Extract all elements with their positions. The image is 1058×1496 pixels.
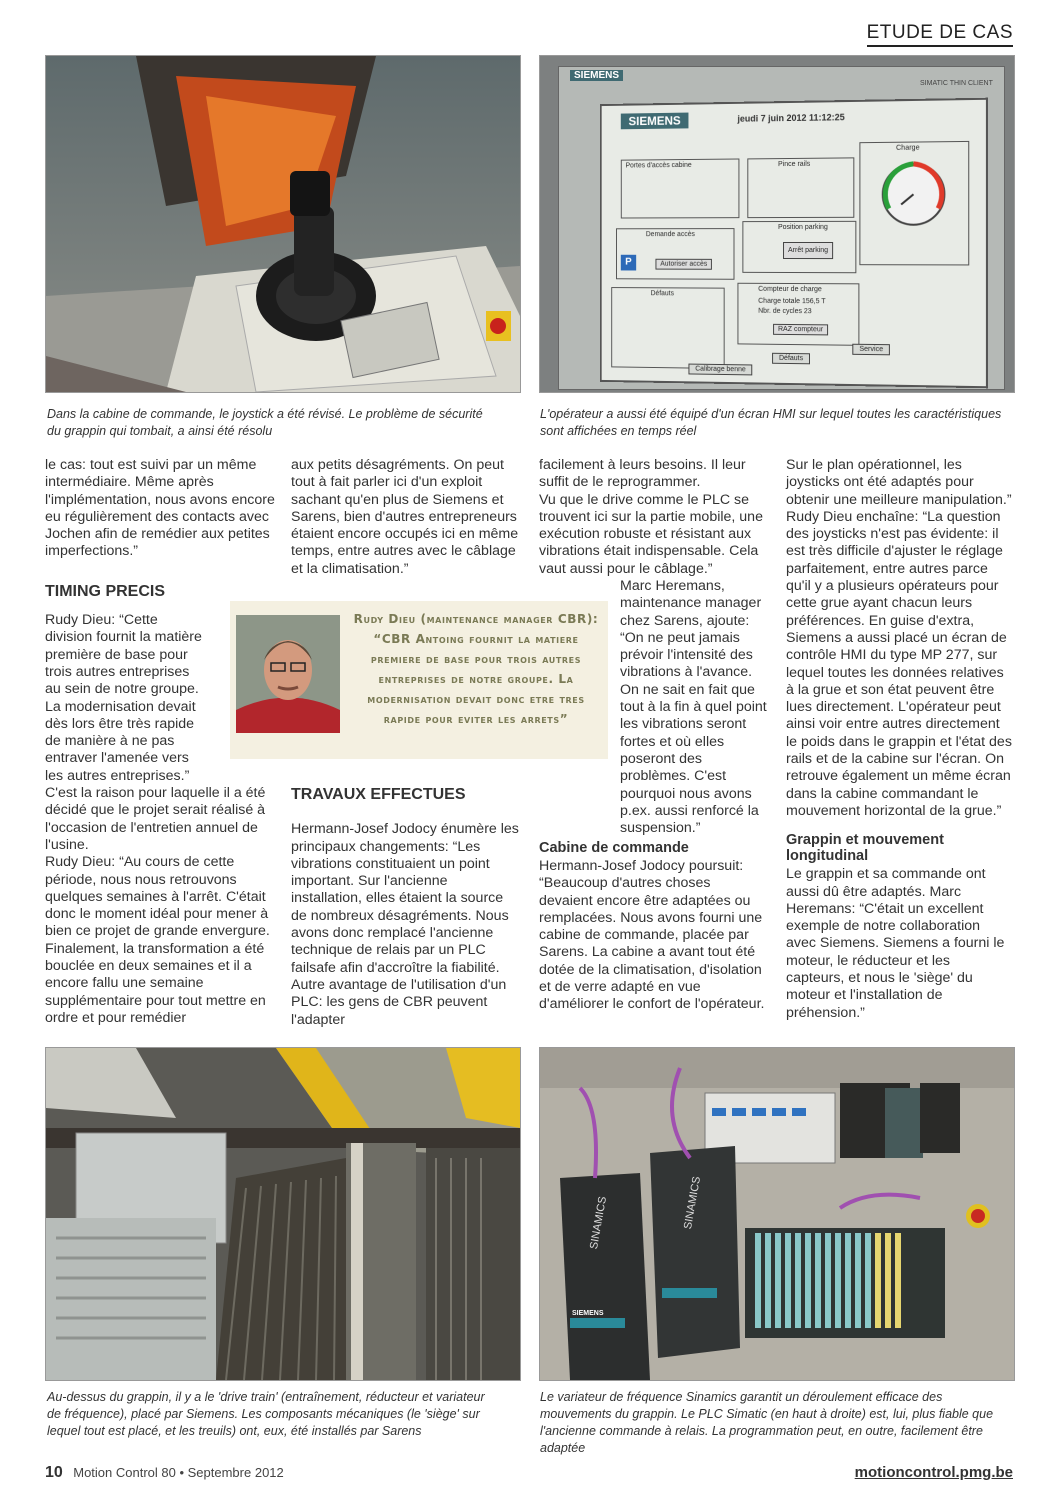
caption-drive-train: Au-dessus du grappin, il y a le 'drive train' (entraînement, réducteur et variateur de fréquence), placé par Siemens. Les composants mécaniques (le 'siège' sur lequel tout est placé, et les treuils) ont, eux, été installés par Sarens — [47, 1390, 485, 1438]
portrait-rudy-dieu — [236, 615, 340, 733]
hmi-brand: SIEMENS — [621, 113, 689, 130]
caption-hmi: L'opérateur a aussi été équipé d'un écran HMI sur lequel toutes les caractéristiques sont affichées en temps réel — [540, 407, 1002, 438]
caption-joystick: Dans la cabine de commande, le joystick a été révisé. Le problème de sécurité du grappin qui tombait, a ainsi été résolu — [47, 407, 483, 438]
hmi-compteur-label: Compteur de charge — [758, 285, 822, 294]
hmi-raz-button[interactable]: RAZ compteur — [773, 324, 828, 336]
hmi-charge-totale: Charge totale 156,5 T — [758, 297, 826, 306]
column-4 — [786, 457, 1012, 1022]
cabinet-illustration — [540, 1048, 1014, 1380]
sinamics-label-2: SINAMICS — [682, 1175, 704, 1231]
column-3-lower — [539, 840, 765, 1014]
hmi-defauts-panel — [611, 287, 724, 369]
hmi-nbr-cycles: Nbr. de cycles 23 — [758, 307, 812, 316]
page-number: 10 — [45, 1464, 63, 1481]
column-2-lower — [291, 786, 519, 1029]
sinamics-label-1: SINAMICS — [588, 1195, 610, 1251]
hmi-arret-button[interactable]: Arrêt parking — [783, 242, 833, 259]
col4-para1: Sur le plan opérationnel, les joysticks ont été adaptés pour obtenir une meilleure manipulation.” Rudy Dieu enchaîne: “La question des joysticks n'est pas évidente: il est très difficile d'ajuster le réglage parfaitement, entre autres parce qu'il y a plusieurs opérateurs pour cette grue ayant chacun leurs préférences. En guise d'extra, Siemens a aussi placé un écran de contrôle HMI du type MP 277, sur lequel toutes les données relatives à la grue et son état peuvent être lues directement. L'opérateur peut ainsi voir entre autres directement le poids dans le grappin et l'état des rails et de la cabine sur l'écran. On retrouve également un même écran dans la cabine commandant le mouvement horizontal de la grue.” — [786, 457, 1012, 819]
col3-intro: facilement à leurs besoins. Il leur suffit de le reprogrammer. — [539, 457, 746, 491]
column-2 — [291, 457, 519, 578]
col4-para2: Le grappin et sa commande ont aussi dû être adaptés. Marc Heremans: “C'était un excellent exemple de notre collaboration avec Siemens. Siemens a fourni le moteur, le réducteur et les capteurs, et nous le 'siège' du moteur et l'installation de préhension.” — [786, 866, 1005, 1021]
col3-para1: Vu que le drive comme le PLC se trouvent ici sur la partie mobile, une exécution robuste et résistant aux vibrations était indispensable. Cela vaut aussi pour le câblage.” — [539, 491, 763, 577]
hmi-demande-label: Demande accès — [645, 231, 695, 239]
photo-hmi-screen — [539, 55, 1015, 393]
col2-intro: aux petits désagréments. On peut tout à fait parler ici d'un exploit sachant qu'en plus de Siemens et Sarens, bien d'autres entrepreneurs étaient encore occupés ici en même temps, entre autres avec le câblage et la climatisation.” — [291, 457, 519, 577]
gauge-icon — [873, 157, 955, 228]
publication-name: Motion Control 80 • Septembre 2012 — [73, 1465, 284, 1480]
hmi-autoriser-button[interactable]: Autoriser accès — [655, 259, 712, 270]
portrait-illustration — [236, 615, 340, 733]
hmi-doors-label: Portes d'accès cabine — [625, 161, 692, 170]
siemens-logo: SIEMENS — [570, 70, 623, 81]
photo-joystick — [45, 55, 521, 393]
hmi-defauts-label: Défauts — [650, 290, 674, 298]
col3-para2: Marc Heremans, maintenance manager chez Sarens, ajoute: “On ne peut jamais prévoir l'intensité des vibrations à l'avance. On ne sait en fait que tout à la fin à quel point les vibrations seront fortes et où elles poseront des problèmes. C'est pourquoi nous avons p.ex. aussi renforcé la suspension.” — [620, 578, 767, 837]
col1-intro: le cas: tout est suivi par un même intermédiaire. Même après l'implémentation, nous avons encore eu régulièrement des contacts avec Jochen afin de remédier aux petites imperfections.” — [45, 457, 275, 560]
photo-drive-train — [45, 1047, 521, 1381]
hmi-parking-label: Position parking — [778, 223, 828, 232]
website-link[interactable]: motioncontrol.pmg.be — [854, 1464, 1013, 1481]
footer-left — [45, 1464, 284, 1482]
hmi-charge-panel — [859, 141, 969, 266]
siemens-logo-cabinet: SIEMENS — [572, 1310, 604, 1317]
hmi-defauts-button[interactable]: Défauts — [772, 353, 810, 365]
hmi-calibrage-button[interactable]: Calibrage benne — [688, 364, 752, 376]
hmi-service-button[interactable]: Service — [852, 344, 890, 356]
caption-sinamics: Le variateur de fréquence Sinamics garantit un déroulement efficace des mouvements du grappin. Le PLC Simatic (en haut à droite) est, lui, plus fiable que l'ancienne commande à relais. La programmation peut, en outre, facilement être adaptée — [540, 1390, 994, 1455]
section-label: ETUDE DE CAS — [867, 22, 1013, 47]
hmi-doors-panel — [621, 158, 740, 218]
photo-cabinet — [539, 1047, 1015, 1381]
hmi-parking-panel — [742, 221, 856, 273]
heading-grappin: Grappin et mouvement longitudinal — [786, 832, 944, 865]
heading-timing-precis: TIMING PRECIS — [45, 582, 166, 600]
hmi-demande-panel — [616, 228, 734, 280]
heading-cabine-de-commande: Cabine de commande — [539, 840, 689, 856]
hmi-rails-panel — [747, 157, 854, 218]
hmi-rails-label: Pince rails — [778, 160, 811, 169]
pullquote-text: Rudy Dieu (maintenance manager CBR): “CBR Antoing fournit la matiere premiere de base pour trois autres entreprises de notre groupe. La modernisation devait donc etre tres rapide pour eviter les arrets” — [353, 612, 599, 726]
col1-para3: Rudy Dieu: “Au cours de cette période, nous nous retrouvons quelques semaines à l'arrêt. C'était donc le moment idéal pour mener à bien ce projet de grande envergure. Finalement, la transformation a été bouclée en deux semaines et il a encore fallu une semaine supplémentaire pour tout mettre en ordre et pour remédier — [45, 854, 270, 1026]
col1-para1: Rudy Dieu: “Cette division fournit la matière première de base pour trois autres entreprises au sein de notre groupe. La modernisation devait dès lors être très rapide de manière à ne pas entraver l'amenée vers les autres entreprises.” — [45, 612, 202, 784]
hmi-datetime: jeudi 7 juin 2012 11:12:25 — [737, 112, 845, 124]
column-3 — [539, 457, 765, 578]
joystick-illustration — [46, 56, 520, 392]
col2-para1: Hermann-Josef Jodocy énumère les principaux changements: “Les vibrations constituaient un point important. Sur l'ancienne installation, elles étaient la source de nombreux désagréments. Nous avons donc remplacé l'ancienne technique de relais par un PLC failsafe afin d'accroître la fiabilité. Autre avantage de l'utilisation d'un PLC: les gens de CBR peuvent l'adapter — [291, 821, 519, 1028]
parking-p-icon: P — [621, 255, 636, 271]
pullquote-box — [230, 601, 608, 759]
thin-client-label: SIMATIC THIN CLIENT — [920, 80, 993, 87]
col1-para2: C'est la raison pour laquelle il a été décidé que le projet serait réalisé à l'occasion de l'entretien annuel de l'usine. — [45, 785, 266, 853]
hmi-compteur-panel — [737, 283, 859, 346]
heading-travaux-effectues: TRAVAUX EFFECTUES — [291, 786, 466, 803]
column-3-mid — [620, 578, 770, 837]
drive-train-illustration — [46, 1048, 520, 1380]
col3-para3: Hermann-Josef Jodocy poursuit: “Beaucoup d'autres choses devaient encore être adaptées ou remplacées. Nous avons fourni une cabine de commande, placée par Sarens. La cabine a avant tout été dotée de la climatisation, d'isolation et de verre adapté en vue d'améliorer le confort de l'opérateur. — [539, 858, 765, 1013]
hmi-charge-label: Charge — [896, 144, 920, 152]
